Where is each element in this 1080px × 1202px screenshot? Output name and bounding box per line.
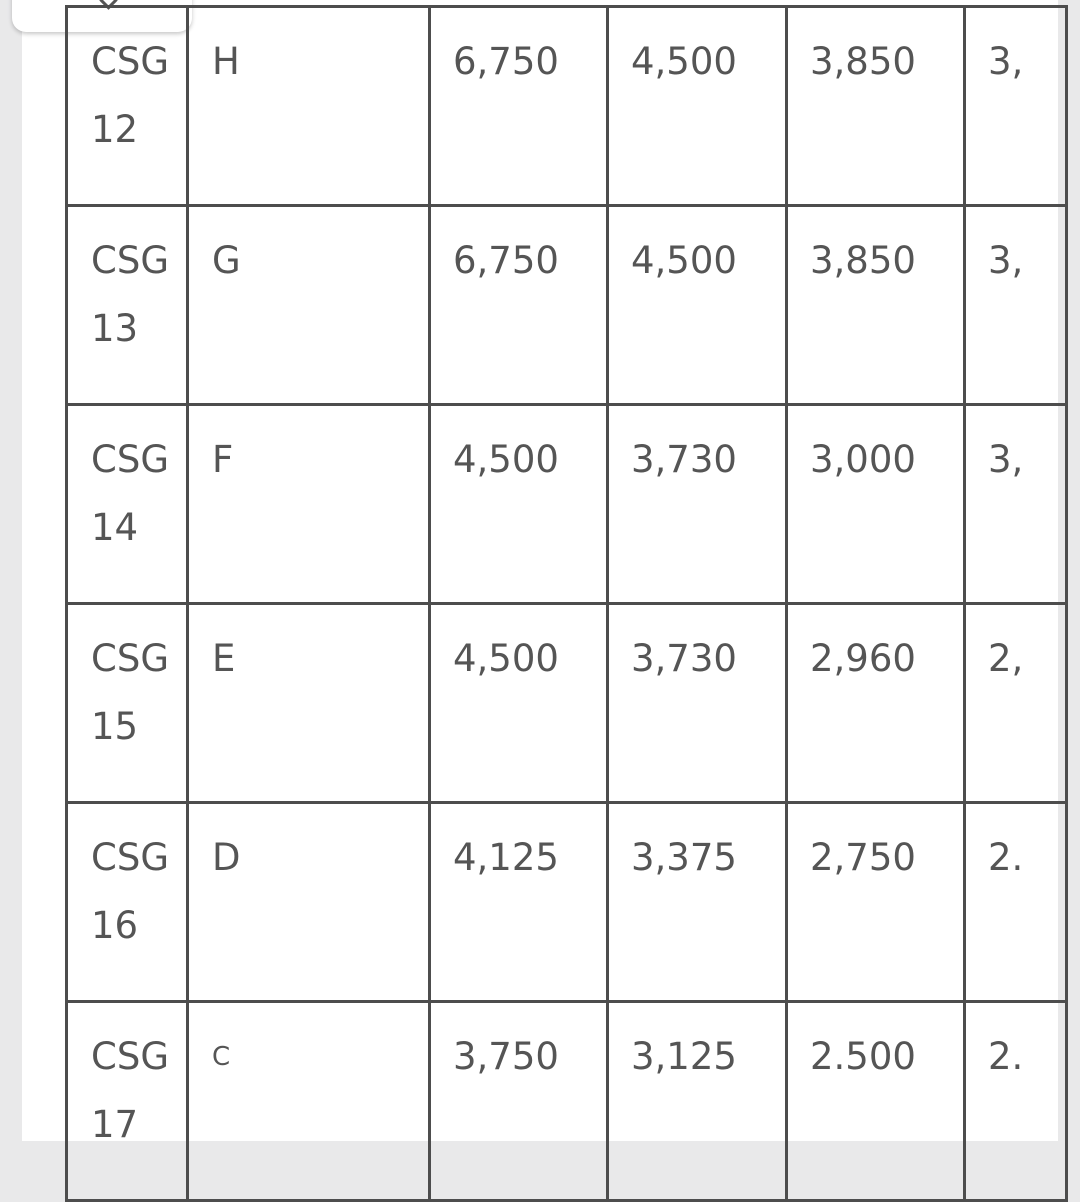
value-cell: 3,730	[608, 604, 787, 803]
code-prefix: CSG	[91, 40, 169, 83]
grade-cell: F	[188, 405, 430, 604]
code-number: 15	[91, 705, 139, 748]
grade-cell: C	[188, 1002, 430, 1201]
page-content	[22, 0, 1058, 1146]
grade-cell: E	[188, 604, 430, 803]
code-prefix: CSG	[91, 836, 169, 879]
table-row	[67, 604, 1067, 803]
grade-cell: H	[188, 7, 430, 206]
value-cell: 2,960	[787, 604, 965, 803]
value-cell-clipped: 3,	[965, 7, 1067, 206]
value-cell: 4,125	[430, 803, 608, 1002]
value-cell-clipped: 2.	[965, 803, 1067, 1002]
code-cell	[67, 405, 188, 604]
code-cell	[67, 7, 188, 206]
value-cell: 6,750	[430, 7, 608, 206]
value-cell-clipped: 2.	[965, 1002, 1067, 1201]
value-cell-clipped: 2,	[965, 604, 1067, 803]
value-cell: 3,850	[787, 206, 965, 405]
value-cell: 3,125	[608, 1002, 787, 1201]
table-scroll-container[interactable]	[65, 5, 1024, 1146]
code-cell	[67, 1002, 188, 1201]
value-cell-clipped: 3,	[965, 206, 1067, 405]
code-prefix: CSG	[91, 637, 169, 680]
value-cell: 4,500	[430, 604, 608, 803]
code-cell	[67, 604, 188, 803]
code-prefix: CSG	[91, 1035, 169, 1078]
table-row	[67, 7, 1067, 206]
value-cell: 3,730	[608, 405, 787, 604]
value-cell: 3,750	[430, 1002, 608, 1201]
table-row	[67, 1002, 1067, 1201]
code-number: 13	[91, 307, 139, 350]
value-cell-clipped: 3,	[965, 405, 1067, 604]
table-row	[67, 206, 1067, 405]
value-cell: 3,850	[787, 7, 965, 206]
value-cell: 4,500	[430, 405, 608, 604]
grade-cell: D	[188, 803, 430, 1002]
value-cell: 3,000	[787, 405, 965, 604]
code-number: 17	[91, 1103, 139, 1146]
value-cell: 2.500	[787, 1002, 965, 1201]
grade-salary-table	[65, 5, 1068, 1202]
table-row	[67, 405, 1067, 604]
code-prefix: CSG	[91, 239, 169, 282]
value-cell: 3,375	[608, 803, 787, 1002]
code-cell	[67, 803, 188, 1002]
code-number: 16	[91, 904, 139, 947]
value-cell: 2,750	[787, 803, 965, 1002]
code-cell	[67, 206, 188, 405]
value-cell: 4,500	[608, 206, 787, 405]
code-number: 14	[91, 506, 139, 549]
code-prefix: CSG	[91, 438, 169, 481]
table-row	[67, 803, 1067, 1002]
value-cell: 4,500	[608, 7, 787, 206]
grade-cell: G	[188, 206, 430, 405]
code-number: 12	[91, 108, 139, 151]
value-cell: 6,750	[430, 206, 608, 405]
